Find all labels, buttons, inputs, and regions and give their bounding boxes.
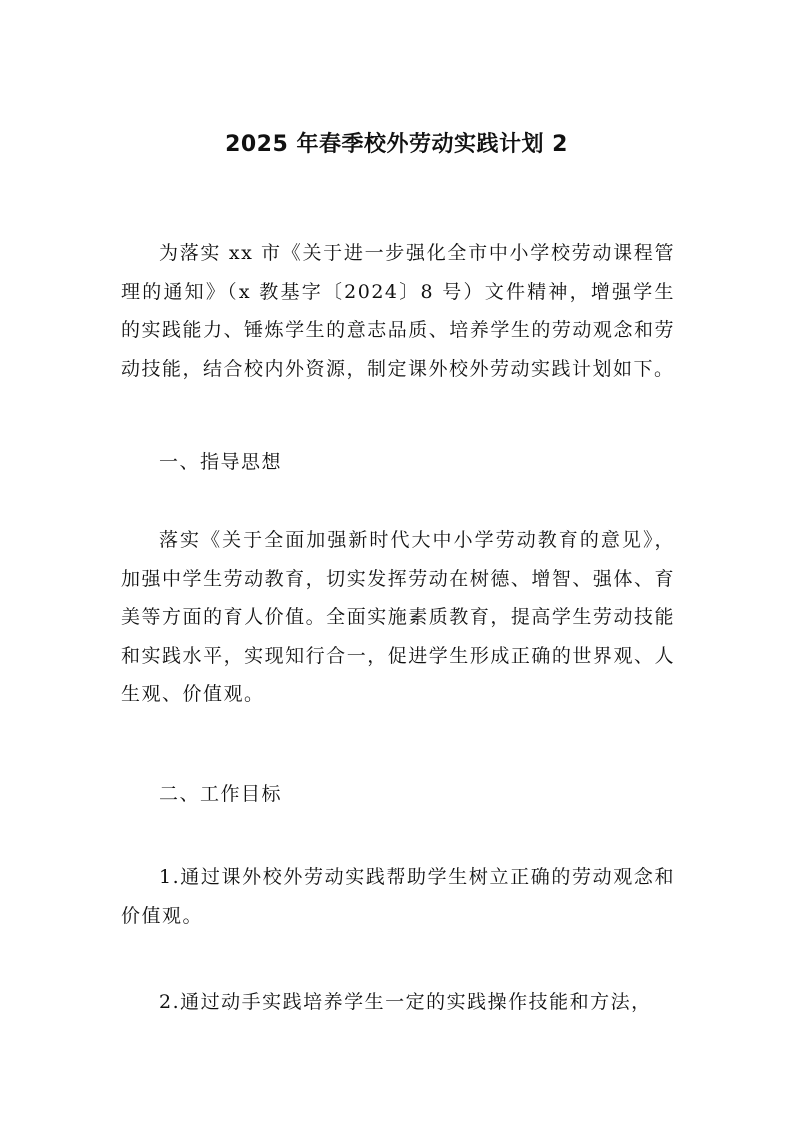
intro-paragraph: 为落实 xx 市《关于进一步强化全市中小学校劳动课程管理的通知》（x 教基字〔2024〕8 号）文件精神，增强学生的实践能力、锤炼学生的意志品质、培养学生的劳动观念和劳动技能，结合校内外资源，制定课外校外劳动实践计划如下。 — [121, 242, 675, 380]
guiding-ideology-paragraph: 落实《关于全面加强新时代大中小学劳动教育的意见》，加强中学生劳动教育，切实发挥劳动在树德、增智、强体、育美等方面的育人价值。全面实施素质教育，提高学生劳动技能和实践水平，实现知行合一，促进学生形成正确的世界观、人生观、价值观。 — [121, 529, 675, 705]
goal-item-2: 2.通过动手实践培养学生一定的实践操作技能和方法， — [159, 991, 652, 1013]
document-title: 2025 年春季校外劳动实践计划 2 — [225, 132, 568, 157]
goal-item-1: 1.通过课外校外劳动实践帮助学生树立正确的劳动观念和价值观。 — [121, 866, 675, 927]
section-heading-guiding-ideology: 一、指导思想 — [159, 451, 283, 473]
section-heading-work-goals: 二、工作目标 — [159, 783, 283, 805]
